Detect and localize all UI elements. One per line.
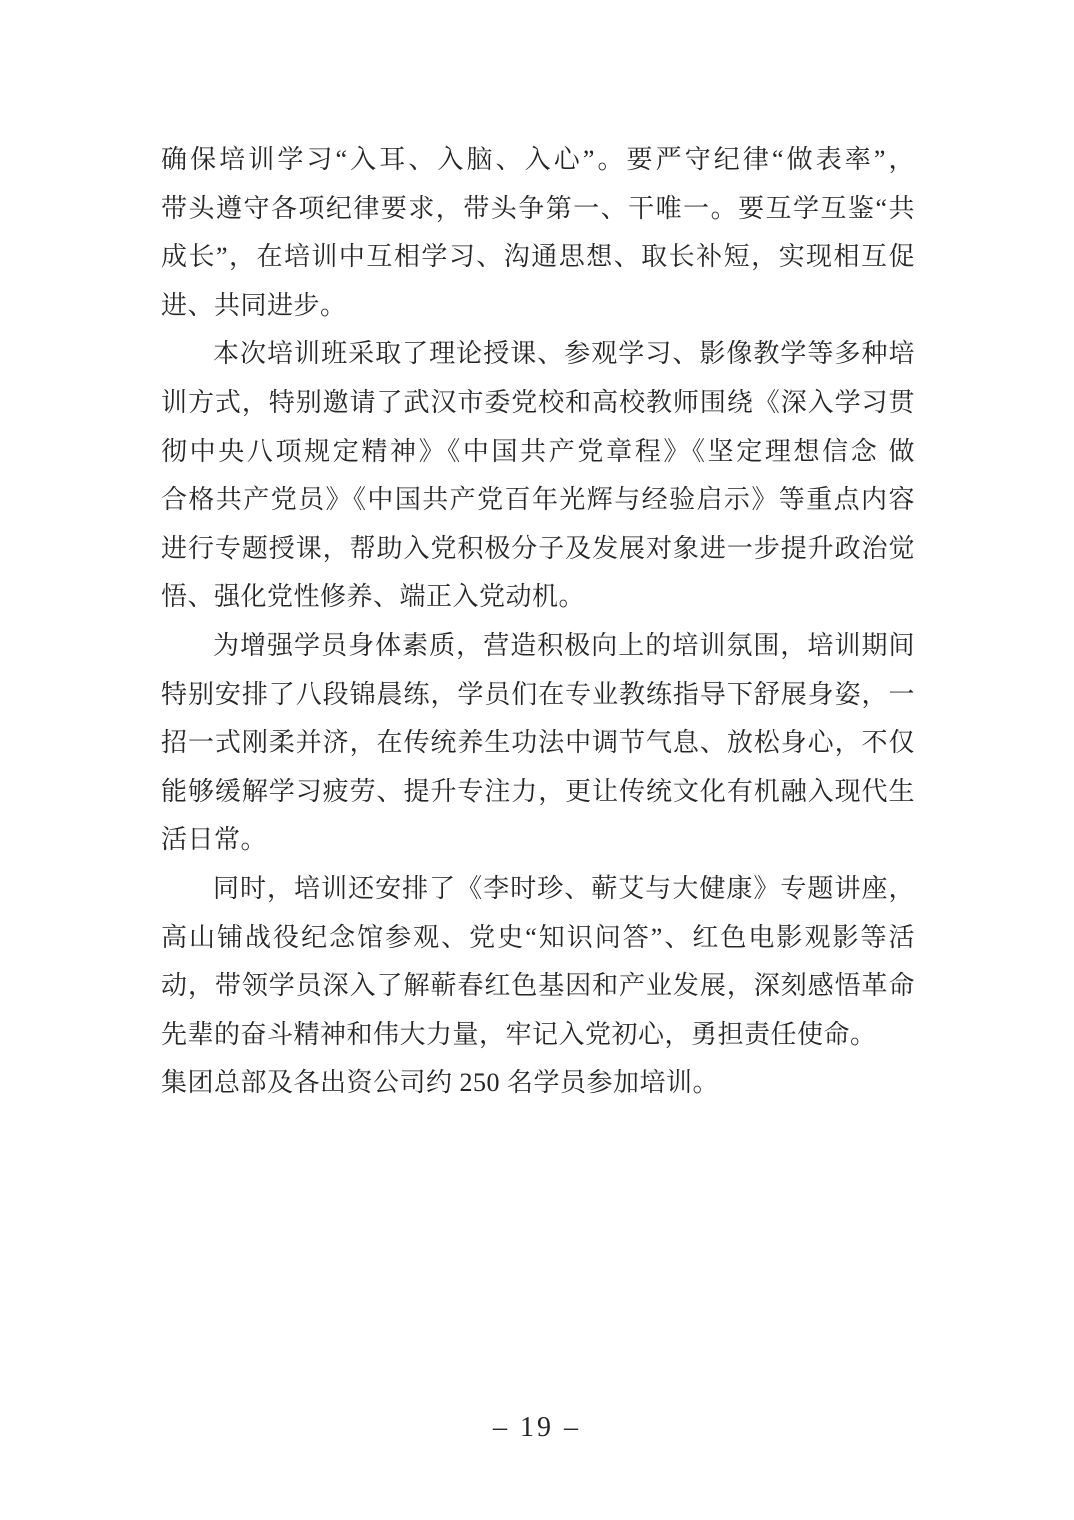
text-line: 招一式刚柔并济，在传统养生功法中调节气息、放松身心，不仅 — [161, 728, 915, 758]
text-line: 为增强学员身体素质，营造积极向上的培训氛围，培训期间 — [213, 630, 915, 660]
text-line: 悟、强化党性修养、端正入党动机。 — [161, 582, 586, 612]
page-number: – 19 – — [493, 1412, 581, 1443]
text-line: 活日常。 — [161, 825, 268, 855]
text-line: 集团总部及各出资公司约 250 名学员参加培训。 — [161, 1068, 720, 1098]
text-line: 训方式，特别邀请了武汉市委党校和高校教师围绕《深入学习贯 — [161, 387, 915, 417]
text-line: 先辈的奋斗精神和伟大力量，牢记入党初心，勇担责任使命。 — [161, 1019, 877, 1049]
text-line: 合格共产党员》《中国共产党百年光辉与经验启示》等重点内容 — [161, 485, 915, 515]
page-footer — [0, 1404, 1074, 1452]
text-line: 彻中央八项规定精神》《中国共产党章程》《坚定理想信念 做 — [161, 436, 915, 466]
text-line: 带头遵守各项纪律要求，带头争第一、干唯一。要互学互鉴“共 — [161, 193, 915, 223]
text-line: 确保培训学习“入耳、入脑、入心”。要严守纪律“做表率”， — [161, 145, 915, 174]
text-line: 进行专题授课，帮助入党积极分子及发展对象进一步提升政治觉 — [161, 533, 915, 563]
document-body — [161, 136, 915, 1108]
text-line: 进、共同进步。 — [161, 290, 347, 320]
text-line: 能够缓解学习疲劳、提升专注力，更让传统文化有机融入现代生 — [161, 776, 915, 806]
text-line: 同时，培训还安排了《李时珍、蕲艾与大健康》专题讲座， — [213, 873, 915, 903]
text-line: 成长”，在培训中互相学习、沟通思想、取长补短，实现相互促 — [161, 242, 915, 272]
text-line: 动，带领学员深入了解蕲春红色基因和产业发展，深刻感悟革命 — [161, 971, 915, 1001]
text-line: 本次培训班采取了理论授课、参观学习、影像教学等多种培 — [213, 339, 915, 369]
text-line: 高山铺战役纪念馆参观、党史“知识问答”、红色电影观影等活 — [161, 922, 915, 952]
text-line: 特别安排了八段锦晨练，学员们在专业教练指导下舒展身姿，一 — [161, 679, 915, 709]
